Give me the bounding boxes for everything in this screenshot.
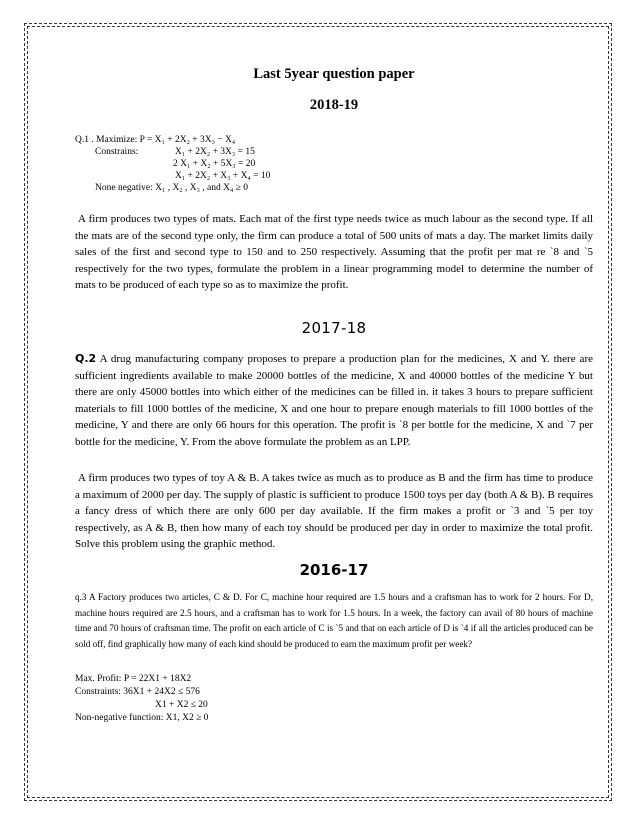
lp2-nonnegative: Non-negative function: X1, X2 ≥ 0: [75, 713, 209, 723]
lp-constraint-1: X₁ + 2X₂ + 3X₃ = 15: [175, 147, 255, 157]
paragraph-drug-text: A drug manufacturing company proposes to prepare a production plan for the medicines, X and Y. there are sufficient ingredients available to make 20000 bottles of the medicine, X and 40000 bottles of the medicine Y but there are only 45000 bottles into which either of the medicines can be filled in. it takes 3 hours to prepare sufficient materials to fill 1000 bottles of the medicine, X and one hour to prepare enough materials to fill 1000 bottles of the medicine, Y and there are only 66 hours for this operation. The profit is `8 per bottle for the medicine, X and `7 per bottle for the medicine, Y. From the above formulate the problem as an LPP.: [75, 353, 593, 448]
lp2-constraints: Constraints: 36X1 + 24X2 ≤ 576: [75, 687, 200, 697]
paragraph-toys: A firm produces two types of toy A & B. A takes twice as much as to produce as B and the firm has time to produce a maximum of 2000 per day. The supply of plastic is sufficient to produce 1500 toys per day (both A & B). B requires a fancy dress of which there are only 600 per day available. If the firm makes a profit or `3 and `5 per toy respectively, as A & B, then how many of each toy should be produced per day in order to maximize the total profit. Solve this problem using the graphic method.: [75, 472, 593, 551]
year-heading-2016-17: 2016-17: [299, 561, 369, 579]
lp2-objective: Max. Profit: P = 22X1 + 18X2: [75, 674, 192, 684]
lp-constraint-2: 2 X₁ + X₂ + 5X₃ = 20: [173, 159, 256, 169]
lp-constraints-label: Constrains:: [95, 147, 139, 157]
lp-objective-q1: Q.1 . Maximize: P = X₁ + 2X₂ + 3X₃ − X₄: [75, 135, 236, 145]
lp-constraint-3: X₁ + 2X₂ + X₃ + X₄ = 10: [175, 171, 271, 181]
page-title: Last 5year question paper: [253, 66, 415, 82]
question-number-q2: Q.2: [75, 352, 97, 365]
year-heading-2017-18: 2017-18: [301, 319, 367, 337]
lp-nonnegative: None negative: X₁ , X₂ , X₃ , and X₄ ≥ 0: [95, 183, 249, 193]
lp2-constraint-2: X1 + X2 ≤ 20: [155, 700, 208, 710]
paragraph-drug: [75, 351, 593, 451]
paragraph-mats: A firm produces two types of mats. Each mat of the first type needs twice as much labour as the second type. If all the mats are of the second type only, the firm can produce a total of 500 units of mats a day. The market limits daily sales of the first and second type to 150 and to 250 respectively. Assuming that the profit per mat re `8 and `5 respectively for the two types, formulate the problem in a linear programming model to determine the number of mats to be produced of each type so as to maximize the profit.: [75, 213, 593, 292]
paragraph-factory: q.3 A Factory produces two articles, C & D. For C, machine hour required are 1.5 hours and a craftsman has to work for 2 hours. For D, machine hours required are 2.5 hours, and a craftsman has to work for 1.5 hours. In a week, the factory can avail of 80 hours of machine time and 70 hours of craftsman time. The profit on each article of C is `5 and that on each article of D is `4 if all the articles produced can be sold off, find graphically how many of each kind should be produced to earn the maximum profit per week?: [75, 592, 593, 649]
year-heading-2018-19: 2018-19: [309, 97, 359, 113]
